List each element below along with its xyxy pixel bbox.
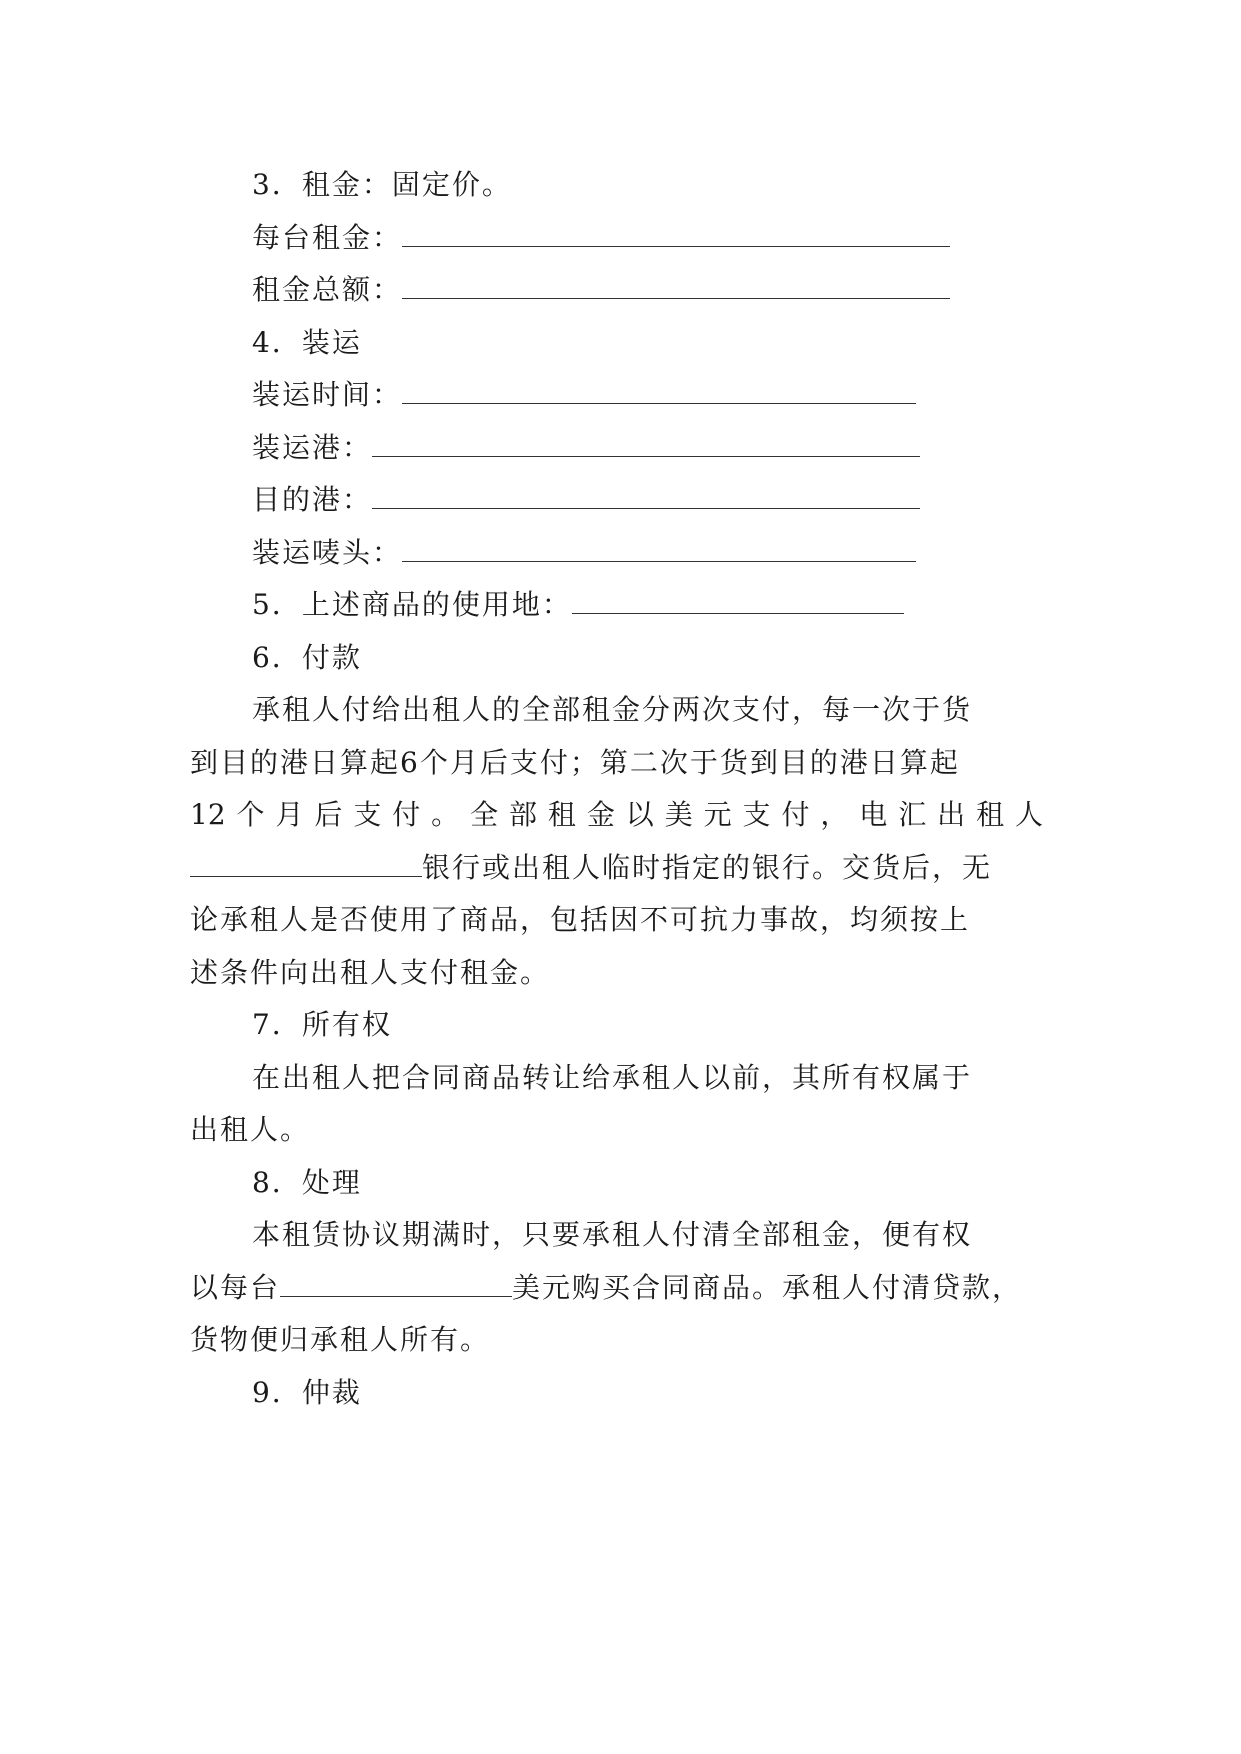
shipping-marks-row xyxy=(252,536,916,570)
payment-line-3-token: 汇 xyxy=(898,798,927,831)
payment-line-1: 承租人付给出租人的全部租金分两次支付，每一次于货 xyxy=(252,693,973,726)
payment-line-3-token: 月 xyxy=(275,798,304,831)
payment-line-6: 述条件向出租人支付租金。 xyxy=(190,956,551,989)
shipping-marks-label: 装运唛头： xyxy=(252,536,403,569)
shipping-marks-field[interactable] xyxy=(402,539,916,562)
rent-per-unit-field[interactable] xyxy=(402,224,950,247)
destination-port-label: 目的港： xyxy=(252,483,373,516)
payment-line-3-token: ， xyxy=(820,798,849,831)
destination-port-field[interactable] xyxy=(372,486,920,509)
payment-line-4-text: 银行或出租人临时指定的银行。交货后，无 xyxy=(422,851,993,884)
rent-total-field[interactable] xyxy=(402,276,950,299)
rent-heading: 3．租金：固定价。 xyxy=(252,168,512,201)
disposal-heading: 8．处理 xyxy=(252,1166,362,1199)
payment-line-3-token: 12 xyxy=(190,798,226,831)
payment-line-3-token: 付 xyxy=(781,798,810,831)
disposal-line-1: 本租赁协议期满时，只要承租人付清全部租金，便有权 xyxy=(252,1218,973,1251)
payment-line-3-token: 出 xyxy=(937,798,966,831)
shipping-port-label: 装运港： xyxy=(252,431,373,464)
rent-total-row xyxy=(252,273,950,307)
usage-row xyxy=(252,588,904,622)
payment-line-3-token: 支 xyxy=(353,798,382,831)
shipping-time-field[interactable] xyxy=(402,381,916,404)
usage-field[interactable] xyxy=(572,591,904,614)
payment-line-3-token: 付 xyxy=(392,798,421,831)
payment-line-4 xyxy=(190,851,992,885)
usage-label: 5．上述商品的使用地： xyxy=(252,588,572,621)
payment-line-3-token: 美 xyxy=(664,798,693,831)
ownership-line-1: 在出租人把合同商品转让给承租人以前，其所有权属于 xyxy=(252,1061,973,1094)
destination-port-row xyxy=(252,483,920,517)
payment-line-3-token: 支 xyxy=(742,798,771,831)
shipping-port-row xyxy=(252,431,920,465)
payment-line-3-token: 人 xyxy=(1014,798,1043,831)
ownership-heading: 7．所有权 xyxy=(252,1008,392,1041)
payment-line-2: 到目的港日算起6个月后支付；第二次于货到目的港日算起 xyxy=(190,746,960,779)
bank-name-field[interactable] xyxy=(190,854,422,877)
payment-line-3-token: 电 xyxy=(859,798,888,831)
rent-per-unit-row xyxy=(252,221,950,255)
shipping-port-field[interactable] xyxy=(372,434,920,457)
arbitration-heading: 9．仲裁 xyxy=(252,1376,362,1409)
payment-line-3-token: 元 xyxy=(703,798,732,831)
payment-line-3-token: 后 xyxy=(314,798,343,831)
payment-heading: 6．付款 xyxy=(252,641,362,674)
payment-line-3-token: 。 xyxy=(431,798,460,831)
disposal-line-2 xyxy=(190,1271,1022,1305)
payment-line-3-token: 租 xyxy=(976,798,1005,831)
disposal-line-2-prefix: 以每台 xyxy=(190,1271,281,1304)
payment-line-3-token: 以 xyxy=(625,798,654,831)
disposal-line-2-suffix: 美元购买合同商品。承租人付清贷款， xyxy=(512,1271,1023,1304)
rent-total-label: 租金总额： xyxy=(252,273,403,306)
disposal-line-3: 货物便归承租人所有。 xyxy=(190,1323,491,1356)
shipping-time-row xyxy=(252,378,916,412)
payment-line-3-token: 个 xyxy=(236,798,265,831)
ownership-line-2: 出租人。 xyxy=(190,1113,311,1146)
purchase-price-field[interactable] xyxy=(280,1274,512,1297)
payment-line-3-token: 全 xyxy=(470,798,499,831)
shipping-heading: 4．装运 xyxy=(252,326,362,359)
shipping-time-label: 装运时间： xyxy=(252,378,403,411)
payment-line-3-token: 金 xyxy=(586,798,615,831)
rent-per-unit-label: 每台租金： xyxy=(252,221,403,254)
payment-line-5: 论承租人是否使用了商品，包括因不可抗力事故，均须按上 xyxy=(190,903,971,936)
payment-line-3-token: 租 xyxy=(547,798,576,831)
payment-line-3-token: 部 xyxy=(509,798,538,831)
payment-line-3 xyxy=(190,798,1043,832)
